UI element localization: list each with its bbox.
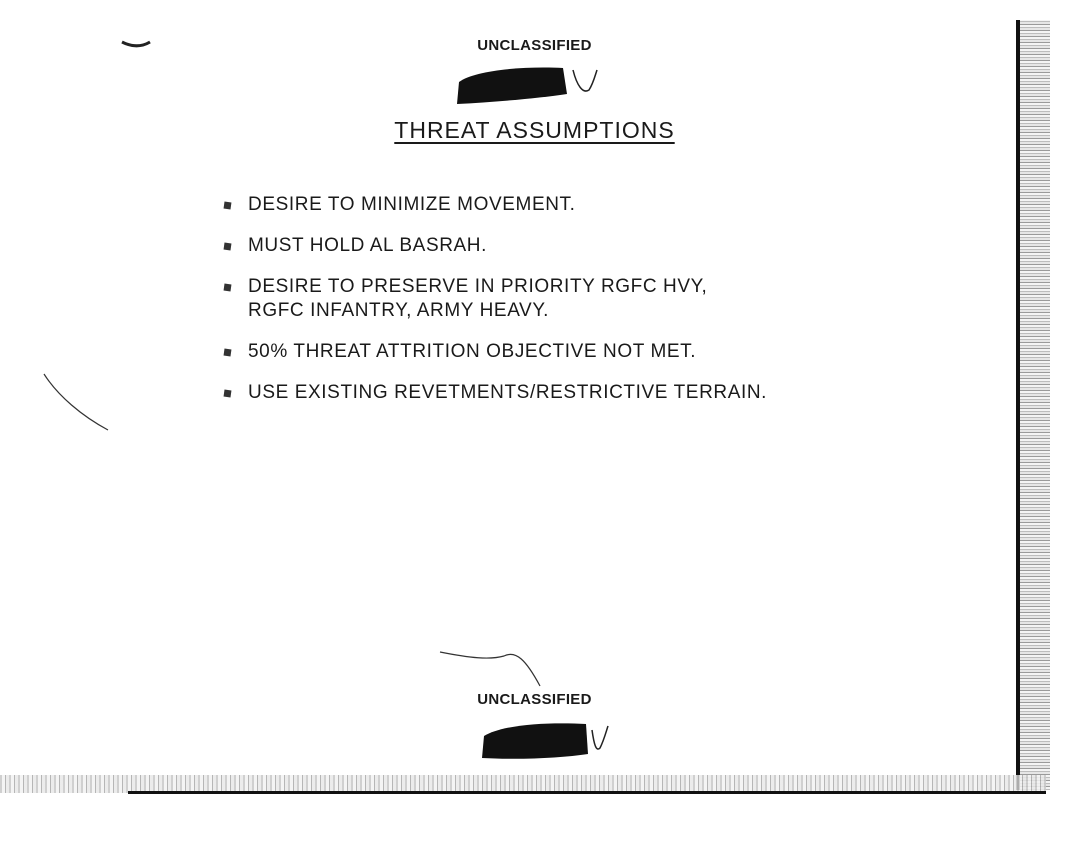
top-redaction-mark xyxy=(445,64,605,108)
list-item xyxy=(222,275,922,323)
bullet-icon xyxy=(224,390,232,398)
bullet-icon xyxy=(224,349,232,357)
bullet-icon xyxy=(224,202,232,210)
bullet-list xyxy=(222,193,922,422)
list-item xyxy=(222,234,922,258)
top-classification-marking: UNCLASSIFIED xyxy=(477,37,592,54)
bullet-text: 50% THREAT ATTRITION OBJECTIVE NOT MET. xyxy=(248,341,697,362)
list-item xyxy=(222,340,922,364)
bullet-icon xyxy=(224,284,232,292)
bullet-icon xyxy=(224,243,232,251)
list-item xyxy=(222,193,922,217)
pen-stroke-mark xyxy=(30,360,130,440)
bullet-text: DESIRE TO PRESERVE IN PRIORITY RGFC HVY, RGFC INFANTRY, ARMY HEAVY. xyxy=(248,276,708,321)
corner-mark xyxy=(118,36,158,56)
scan-border-right xyxy=(1016,20,1050,790)
list-item xyxy=(222,381,922,405)
bullet-text: DESIRE TO MINIMIZE MOVEMENT. xyxy=(248,194,576,215)
bottom-classification-marking: UNCLASSIFIED xyxy=(477,691,592,708)
page-edge-line xyxy=(128,791,1046,794)
bullet-text: USE EXISTING REVETMENTS/RESTRICTIVE TERRAIN. xyxy=(248,382,768,403)
bottom-redaction-mark xyxy=(470,718,620,764)
page-title: THREAT ASSUMPTIONS xyxy=(394,117,675,143)
bullet-text: MUST HOLD AL BASRAH. xyxy=(248,235,488,256)
